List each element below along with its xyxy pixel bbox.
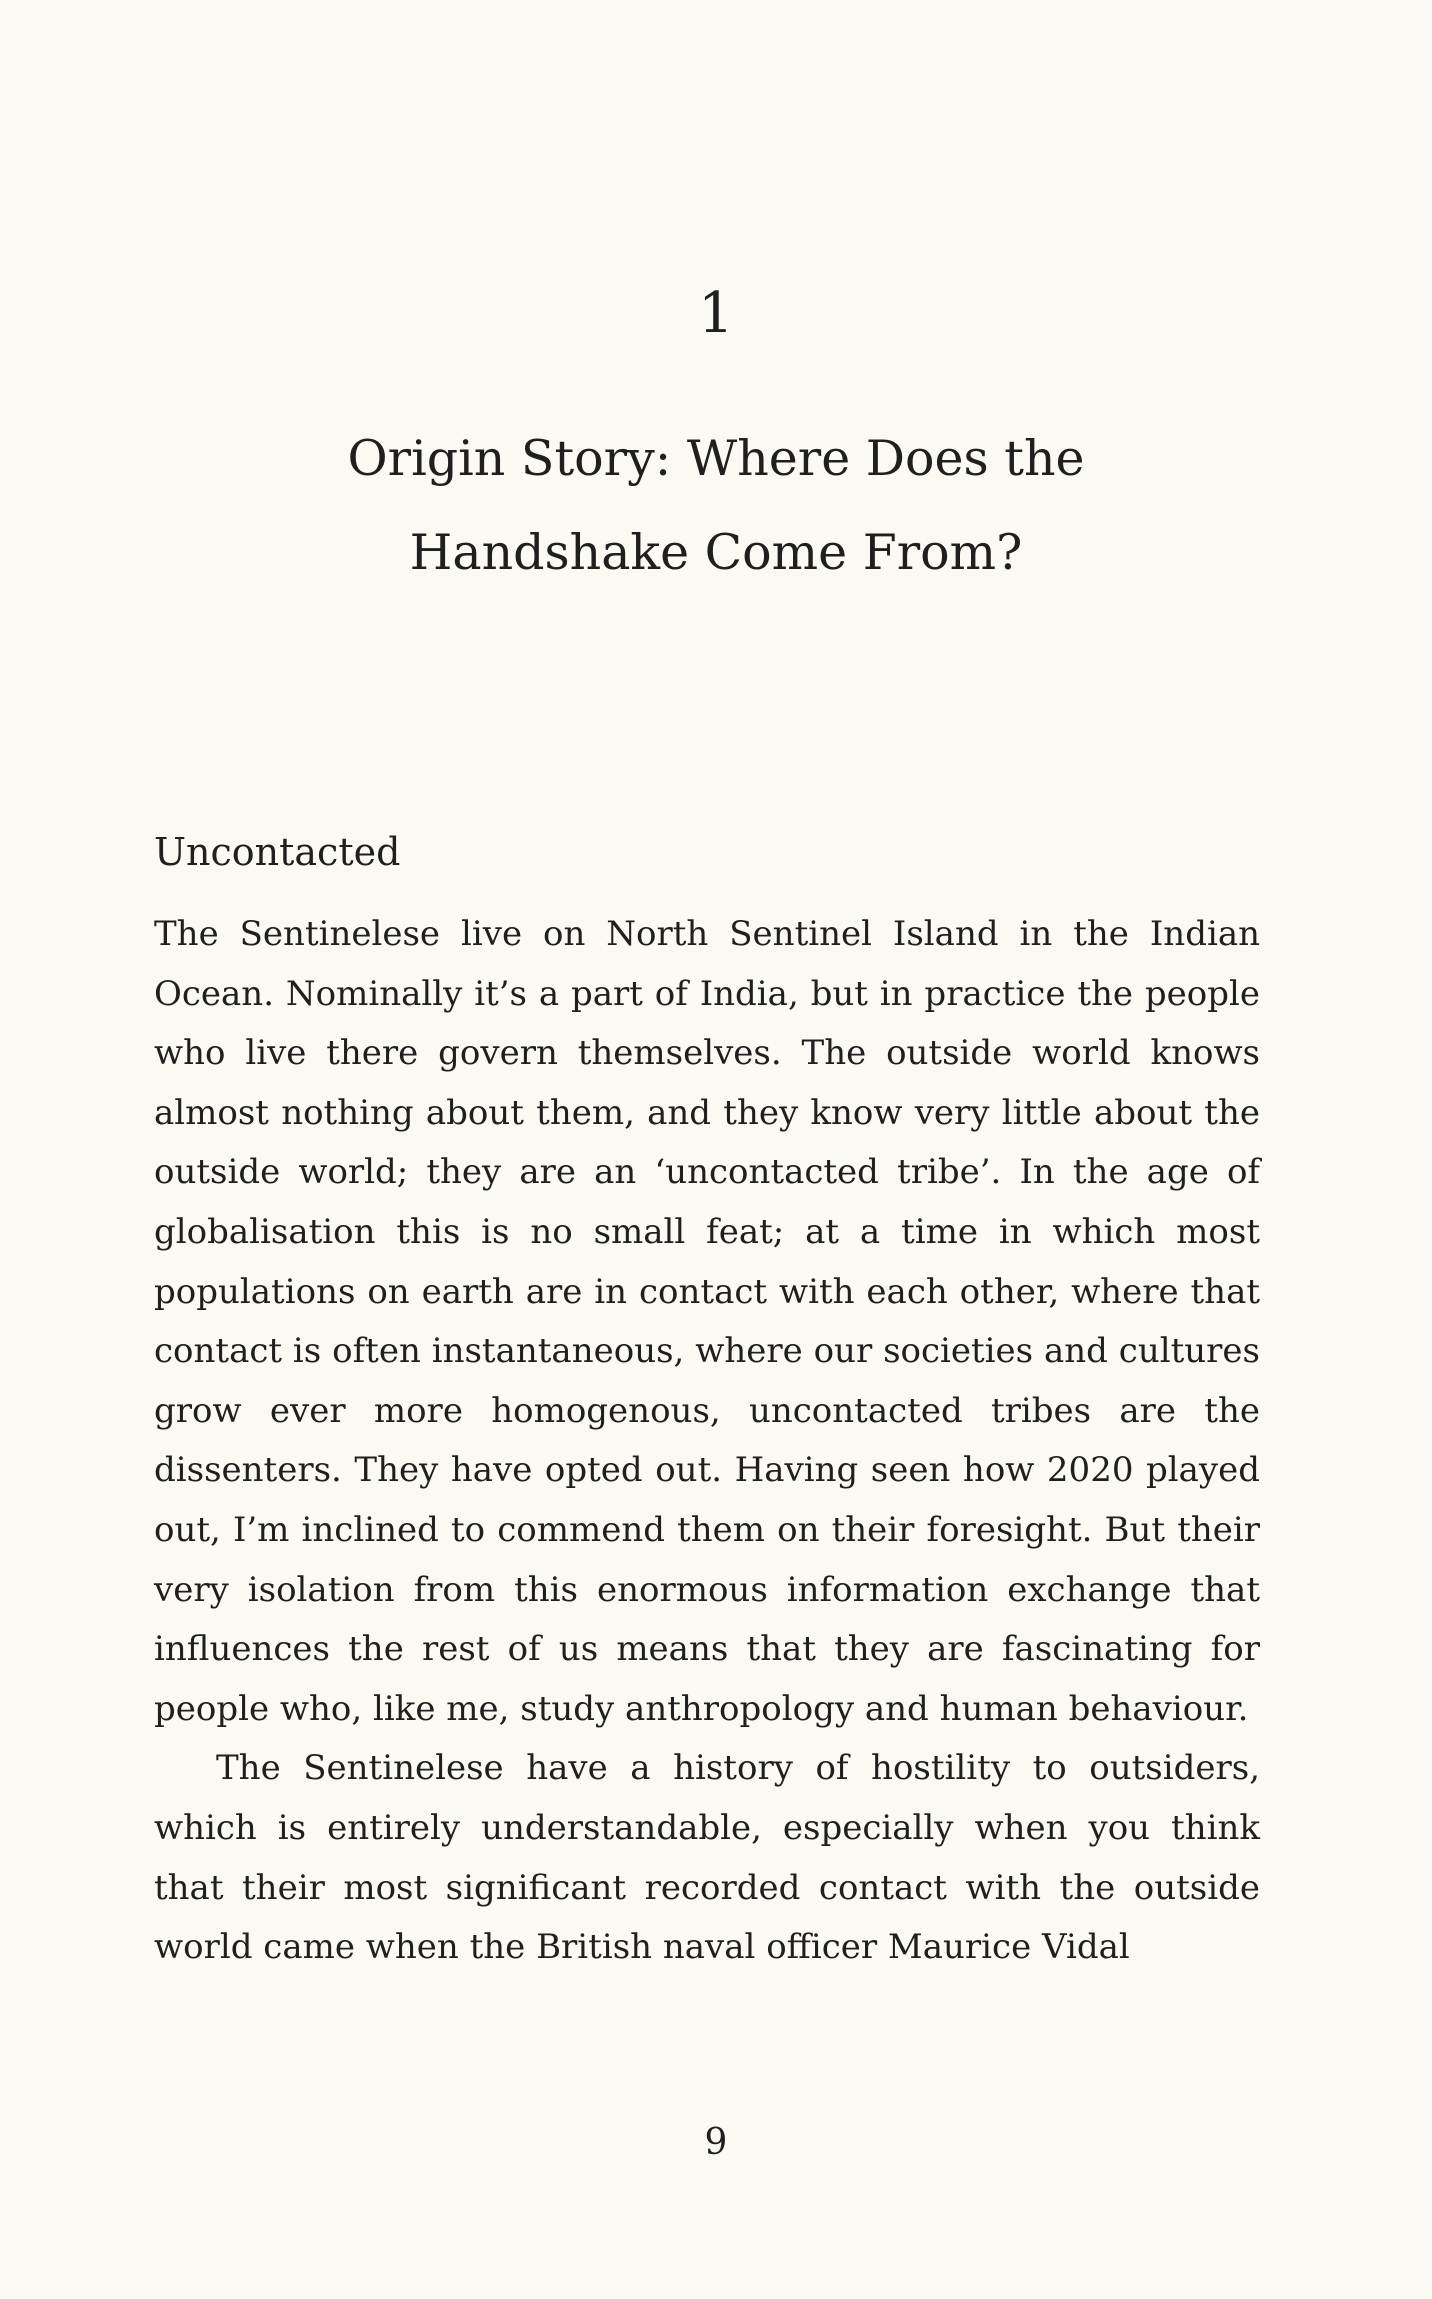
chapter-title	[0, 412, 1432, 600]
paragraph-2: The Sentinelese have a history of hostility to outsiders, which is entirely understandable, especially when you think that their most significant recorded contact with the outside world came when the British naval officer Maurice Vidal	[154, 1748, 1260, 1968]
chapter-title-line-1: Origin Story: Where Does the	[347, 430, 1085, 487]
chapter-number: 1	[698, 281, 734, 346]
chapter-title-line-2: Handshake Come From?	[409, 524, 1023, 581]
paragraph-1: The Sentinelese live on North Sentinel Island in the Indian Ocean. Nominally it’s a part of India, but in practice the people who live there govern themselves. The outside world knows almost nothing about them, and they know very little about the outside world; they are an ‘uncontacted tribe’. In the age of globalisation this is no small feat; at a time in which most populations on earth are in contact with each other, where that contact is often instantaneous, where our societies and cultures grow ever more homogenous, uncontacted tribes are the dissenters. They have opted out. Having seen how 2020 played out, I’m inclined to commend them on their foresight. But their very isolation from this enormous information exchange that influences the rest of us means that they are fascinating for people who, like me, study anthropology and human behaviour.	[154, 914, 1260, 1729]
section-heading: Uncontacted	[154, 830, 401, 874]
page-number: 9	[704, 2122, 728, 2163]
body-text	[154, 905, 1260, 1978]
